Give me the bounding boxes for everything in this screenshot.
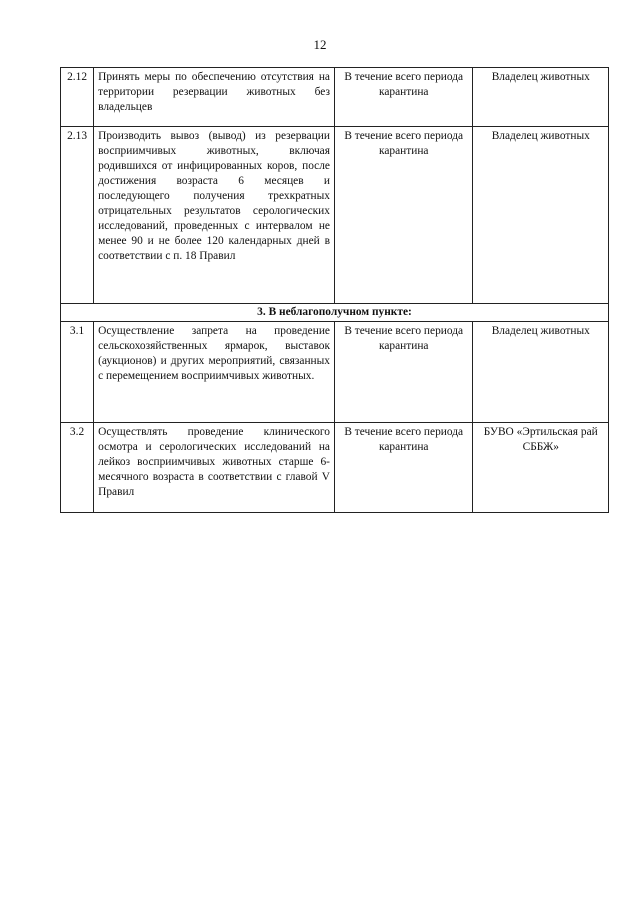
row-number: 3.1: [61, 322, 94, 423]
row-term: В течение всего периода карантина: [334, 68, 473, 127]
row-responsible: Владелец животных: [473, 322, 609, 423]
row-action: Принять меры по обеспечению отсутствия на территории резервации животных без владельцев: [94, 68, 335, 127]
section-row: [61, 304, 609, 322]
row-number: 2.13: [61, 127, 94, 304]
section-title: 3. В неблагополучном пункте:: [61, 304, 609, 322]
row-number: 2.12: [61, 68, 94, 127]
row-action: Осуществление запрета на проведение сельскохозяйственных ярмарок, выставок (аукционов) и других мероприятий, связанных с перемещением восприимчивых животных.: [94, 322, 335, 423]
row-term: В течение всего периода карантина: [334, 127, 473, 304]
row-term: В течение всего периода карантина: [334, 423, 473, 513]
row-responsible: Владелец животных: [473, 127, 609, 304]
table-row: [61, 127, 609, 304]
row-responsible: Владелец животных: [473, 68, 609, 127]
page-number: 12: [313, 37, 327, 52]
row-action: Осуществлять проведение клинического осмотра и серологических исследований на лейкоз восприимчивых животных старше 6-месячного возраста в соответствии с главой V Правил: [94, 423, 335, 513]
table-row: [61, 423, 609, 513]
row-number: 3.2: [61, 423, 94, 513]
row-term: В течение всего периода карантина: [334, 322, 473, 423]
row-responsible: БУВО «Эртильская рай СББЖ»: [473, 423, 609, 513]
row-action: Производить вывоз (вывод) из резервации восприимчивых животных, включая родившихся от инфицированных коров, после достижения возраста 6 месяцев и последующего получения трехкратных отрицательных результатов серологических исследований, проведенных с интервалом не менее 90 и не более 120 календарных дней в соответствии с п. 18 Правил: [94, 127, 335, 304]
measures-table: [60, 67, 609, 513]
table-row: [61, 68, 609, 127]
table-row: [61, 322, 609, 423]
